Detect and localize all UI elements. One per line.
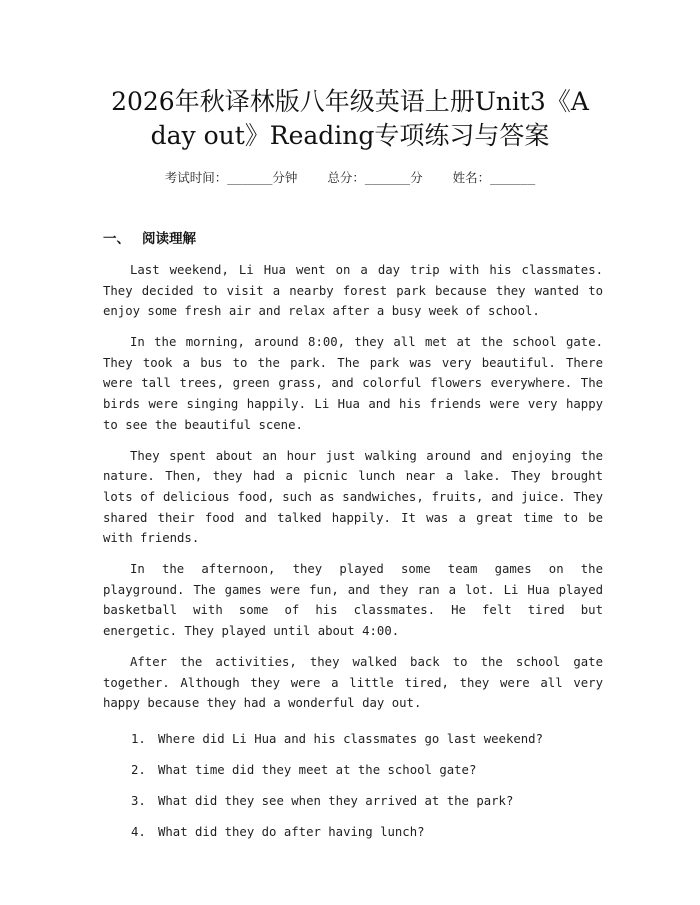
passage-paragraph-3: They spent about an hour just walking around and enjoying the nature. Then, they had a picnic lunch near a lake. They brought lots of delicious food, such as sandwiches, fruits, and juice. They shared their food and talked happily. It was a great time to be with friends. [103, 448, 603, 546]
question-text: What did they do after having lunch? [158, 824, 425, 839]
passage-paragraph-1: Last weekend, Li Hua went on a day trip with his classmates. They decided to visit a nearby forest park because they wanted to enjoy some fresh air and relax after a busy week of school. [103, 263, 603, 319]
section-number: 一、 [103, 231, 130, 247]
passage-paragraph-2: In the morning, around 8:00, they all met at the school gate. They took a bus to the park. The park was very beautiful. There were tall trees, green grass, and colorful flowers everywhere. The birds were singing happily. Li Hua and his friends were very happy to see the beautiful scene. [103, 335, 603, 432]
question-text: Where did Li Hua and his classmates go last weekend? [158, 731, 543, 746]
question-number: 4. [131, 824, 146, 839]
section-title: 阅读理解 [142, 231, 196, 247]
page-title-line-2: day out》Reading专项练习与答案 [150, 121, 550, 150]
student-name-field: 姓名：______ [452, 170, 536, 185]
total-score-field: 总分：______分 [327, 170, 423, 185]
question-number: 2. [131, 762, 146, 777]
exam-time-field: 考试时间：______分钟 [164, 170, 298, 185]
question-item [103, 791, 603, 822]
question-item [103, 822, 603, 853]
question-number: 3. [131, 793, 146, 808]
question-text: What did they see when they arrived at the park? [158, 793, 514, 808]
passage-paragraph-4: In the afternoon, they played some team games on the playground. The games were fun, and they ran a lot. Li Hua played basketball with some of his classmates. He felt tired but energetic. They played until about 4:00. [103, 562, 603, 638]
page-title-line-1: 2026年秋译林版八年级英语上册Unit3《A [111, 87, 589, 116]
question-item [103, 729, 603, 760]
section-heading [103, 229, 196, 249]
exam-info-line [0, 169, 700, 187]
passage-paragraph-5: After the activities, they walked back to the school gate together. Although they were a little tired, they were all very happy because they had a wonderful day out. [103, 655, 603, 711]
question-list [103, 729, 603, 853]
question-number: 1. [131, 731, 146, 746]
question-text: What time did they meet at the school gate? [158, 762, 477, 777]
question-item [103, 760, 603, 791]
reading-content [103, 260, 603, 853]
